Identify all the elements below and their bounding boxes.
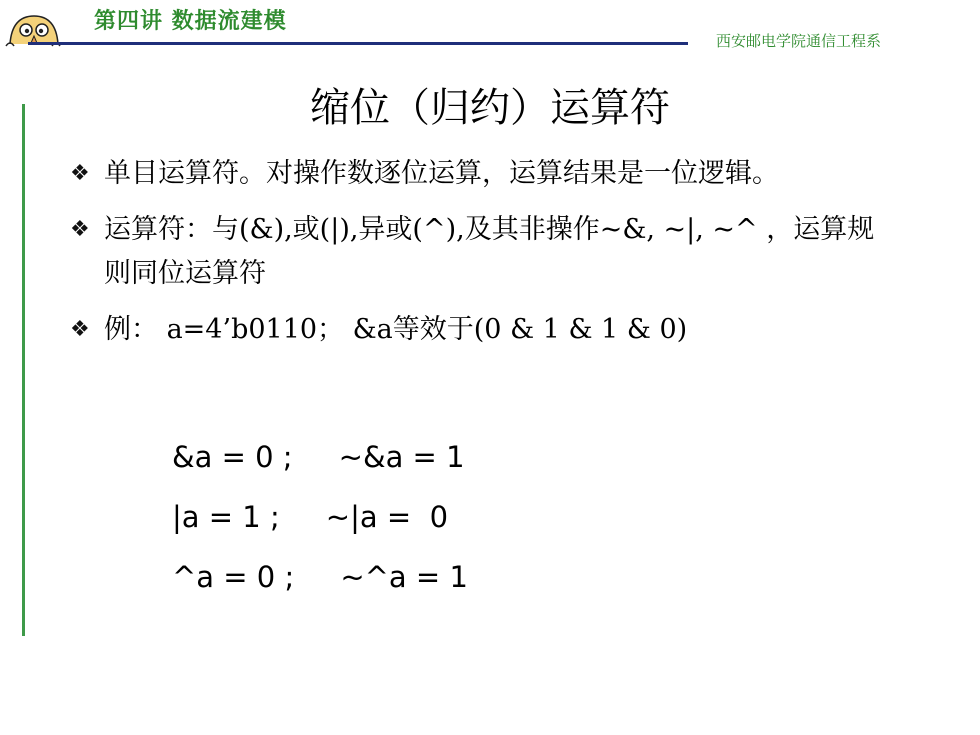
bullet-item (70, 208, 890, 296)
bullet-item (70, 308, 890, 352)
example-line: |a = 1 ; ~|a = 0 (172, 500, 449, 534)
diamond-bullet-icon: ❖ (70, 317, 90, 342)
lecture-title: 第四讲 数据流建模 (94, 9, 287, 34)
example-line: &a = 0 ; ~&a = 1 (172, 440, 465, 474)
bullet-text: 例： a=4’b0110； &a等效于(0 & 1 & 1 & 0) (104, 314, 688, 345)
header-divider (28, 42, 688, 45)
example-line: ^a = 0 ; ~^a = 1 (172, 560, 468, 594)
bullet-list (70, 152, 890, 364)
side-accent-rule (22, 104, 25, 636)
slide-title: 缩位（归约）运算符 (310, 85, 670, 131)
diamond-bullet-icon: ❖ (70, 217, 90, 242)
example-lines (172, 432, 468, 612)
organization-name: 西安邮电学院通信工程系 (716, 32, 882, 50)
bullet-item (70, 152, 890, 196)
bullet-text: 单目运算符。对操作数逐位运算，运算结果是一位逻辑。 (104, 158, 779, 189)
diamond-bullet-icon: ❖ (70, 161, 90, 186)
bullet-text: 运算符：与(&),或(|),异或(^),及其非操作~&, ~|, ~^ ，运算规则同位运算符 (104, 214, 875, 289)
